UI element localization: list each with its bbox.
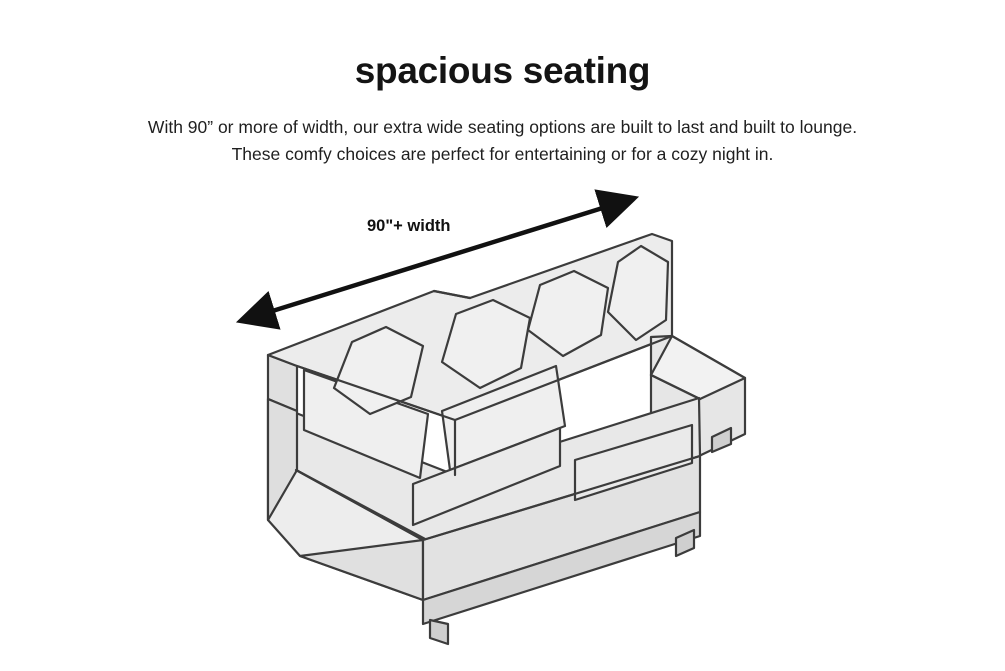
description-line-2: These comfy choices are perfect for entertaining or for a cozy night in. (231, 144, 774, 164)
dimension-label: 90"+ width (367, 217, 451, 235)
sofa-body (268, 234, 745, 644)
page-title: spacious seating (354, 50, 651, 91)
description-line-1: With 90” or more of width, our extra wide seating options are built to last and built to lounge. (147, 117, 858, 137)
